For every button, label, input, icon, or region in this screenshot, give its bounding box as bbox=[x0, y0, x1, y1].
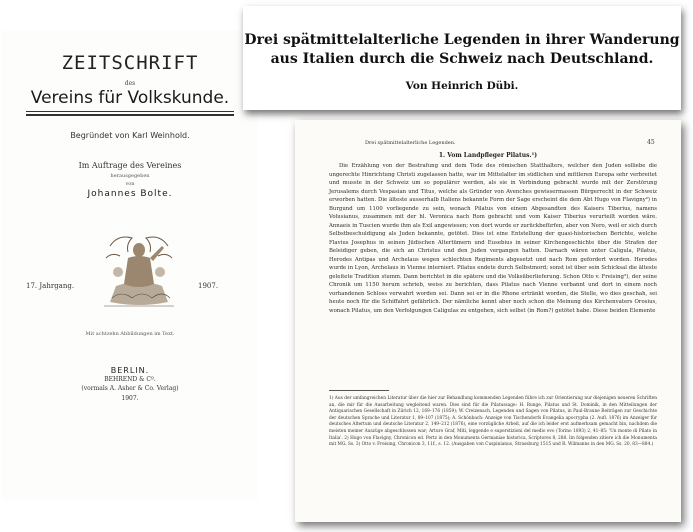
allegorical-vignette bbox=[98, 228, 180, 310]
title-rule-thick bbox=[26, 114, 234, 116]
volume-label: 17. Jahrgang. bbox=[26, 282, 75, 290]
page-number: 45 bbox=[647, 139, 655, 146]
volume-year: 1907. bbox=[198, 282, 219, 290]
journal-title: ZEITSCHRIFT bbox=[61, 52, 199, 74]
footnotes: 1) Aus der umfangreichen Literatur über die hier zur Behandlung kommenden Legenden führe ich zur Orientierung nur diejenigen neueren Schriften an, die mir für die Ausarbeitung wegleitend waren. Dies sind für die Pilatussage: H. Runge, Pilatus und St. Dominik, in den Mitteilungen der Antiquarischen Gesellschaft in Zürich 12, 169–176 (1859); W. Creizenach, Legenden und Sagen von Pilatus, in Paul-Braune Beiträgen zur Geschichte der deutschen Sprache und Literatur 1, 89–107 (1875); A. Schönbach: Anzeige von Tischendorfs Evangelia apocrypha (2. Aufl. 1876) im Anzeiger für deutsches Altertum und deutsche Literatur 2, 149–212 (1876), eine vorzügliche Arbeit, auf die ich leider erst aufmerksam gemacht bin, nachdem die meisten meiner Auszüge abgeschlossen war; Arturo Graf, Miti, leggende e superstizioni del medio evo (Torino 1893) 2, 41–85: 'Un monte di Pilato in Italia'. 2) Hugo von Flavigny, Chronicon ed. Pertz in den Monumenta Germaniae historica, Scriptores 8, 288. Im folgenden zitiere ich die Monumenta mit MG. Ss. 3) Otto v. Freising, Chronicon 3, 11f., s. 12. (Ausgaben von Cuspinianus, Strassburg 1515 und R. Wilmanns in den MG. Ss. 20, 83—884.) bbox=[329, 396, 657, 448]
section-heading: 1. Vom Landpfleger Pilatus.¹) bbox=[438, 152, 538, 159]
article-author: Von Heinrich Dübi. bbox=[405, 80, 519, 92]
running-head: Drei spätmittelalterliche Legenden. bbox=[365, 140, 456, 146]
publication-city: BERLIN. bbox=[110, 366, 150, 375]
publisher-name: BEHREND & Cº. bbox=[104, 376, 156, 383]
publication-year: 1907. bbox=[121, 395, 139, 402]
publisher-former: (vormals A. Asher & Co. Verlag) bbox=[81, 385, 179, 392]
article-title-line-1: Drei spätmittelalterliche Legenden in ihrer Wanderung bbox=[244, 32, 680, 48]
body-text: Die Erzählung von der Bestrafung und dem Tode des römischen Statthalters, welcher den Juden solliebe die ungerechte Hinrichtung Christi zugelassen hatte, war im Mittelalter im südlichen und mittleren Europa sehr verbreitet und musste in der Schweiz um so populärer werden, als sie in Verbindung gebracht wurde mit der Zerstörung Jerusalems durch Vespasian und Titus, welche als Gründer von Avenches gewissermassen Bürgerrecht in der Schweiz erworben hatten. Die älteste ausserhalb Italiens bekannte Form der Sage erscheint die dem Abt Hugo von Flavigny²) in Burgund um 1100 vorliegende zu sein, wonach Pilatus von einem Abgesandten des Kaisers Tiberius, namens Volusianus, zusammen mit der hl. Veronica nach Rom gebracht und vom Kaiser Tiberius verurteilt worden wäre. Annaeis in Tuscien wurde ihm als Exil angewiesen; von dort wurde er zurückbefürfen, aber von Nero, weil er sich durch Selbstbeschuldigung als Juden bekannte, getötet. Dies ist eine Entstellung der quasi-historischen Berichte, welche Flavius Josephus in seinen Jüdischen Altertümern und Eusebius in seiner Kirchengeschichte über die Strafen der Beleidiger geben, die sich an Christus und den Juden vergangen hatten. Darnach wären unter Caligula, Pilatus, Herodes Antipas und Archelaus wegen schlechten Regiments abgesetzt und nach Rom gefordert worden. Herodes wurde in Lyon, Archelaus in Vienne interniert. Pilatus endete durch Selbstmord; sonst ist über sein Schicksal die älteste geleitete Tradition stumm. Dann berichtet in die spätere und die Volksüberlieferung. Schon Otto v. Freising³), der seine Chronik um 1150 herum schrieb, weiss zu berichten, dass Pilatus nach Vienne verbannt und dort in einem noch vorhandenen Schloss verwahrt worden sei. Dann sei er in die Rhone ertränkt worden, die Stelle, wo dies geschah, sei heute noch für die Schiffahrt gefährlich. Der nämliche kennt aber noch schon die Meinung des Kirchenvaters Orosius, wonach Pilatus, um den Verfolgungen Caligulas zu entgehen, sich selbst (in Rom?) getötet habe. Diese beiden Elemente bbox=[329, 163, 657, 314]
illustrations-caption: Mit achtzehn Abbildungen im Text. bbox=[85, 331, 175, 337]
title-des: des bbox=[124, 80, 136, 87]
edited-line: herausgegeben bbox=[110, 173, 150, 179]
founded-by: Begründet von Karl Weinhold. bbox=[70, 131, 190, 140]
title-page bbox=[2, 30, 258, 500]
society-name: Vereins für Volkskunde. bbox=[30, 88, 230, 108]
article-title-line-2: aus Italien durch die Schweiz nach Deutschland. bbox=[270, 51, 654, 67]
commission-line: Im Auftrage des Vereines bbox=[78, 161, 182, 170]
von-line: von bbox=[125, 181, 135, 187]
editor-name: Johannes Bolte. bbox=[87, 189, 173, 199]
title-rule-thin bbox=[26, 111, 234, 112]
article-header bbox=[243, 6, 681, 110]
footnote-rule bbox=[329, 390, 389, 391]
article-title bbox=[243, 31, 681, 69]
book-page bbox=[295, 120, 681, 522]
